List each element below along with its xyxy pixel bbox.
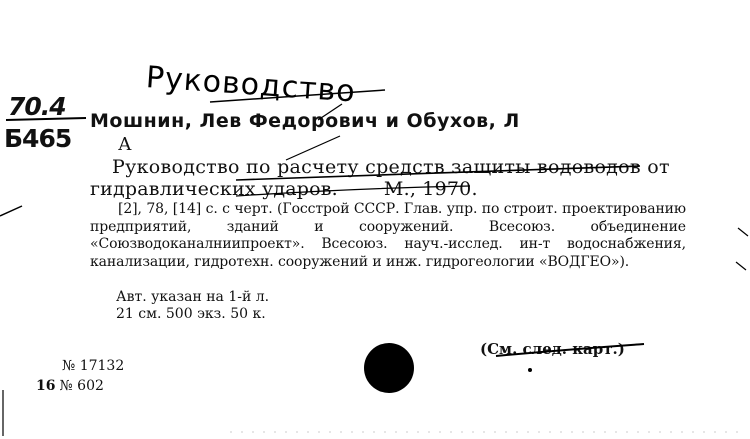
- title-line-1: Руководство по расчету средств защиты водоводов от: [112, 156, 670, 178]
- ink-dot: [528, 368, 532, 372]
- punch-hole: [364, 343, 414, 393]
- shelf-mark-class: 70.4: [8, 92, 66, 121]
- see-next-card-note: (См. след. карт.): [480, 340, 625, 358]
- registration-value: № 602: [59, 378, 104, 394]
- margin-tick-left: [0, 206, 22, 216]
- registration-number: [36, 378, 104, 394]
- author-heading: Мошнин, Лев Федорович и Обухов, Л: [90, 110, 520, 132]
- registration-prefix: 16: [36, 378, 56, 394]
- handwritten-title: Руководство: [144, 60, 357, 110]
- margin-tick-right-1: [738, 228, 748, 236]
- publication-info: М., 1970.: [383, 178, 478, 200]
- title-continuation: гидравлических ударов.: [90, 178, 338, 200]
- card-number: № 17132: [62, 358, 125, 374]
- author-initial: А: [118, 134, 132, 155]
- margin-tick-right-2: [736, 262, 746, 270]
- title-line-2: [90, 178, 478, 200]
- physical-details: 21 см. 500 экз. 50 к.: [116, 306, 266, 322]
- shelf-mark-author-code: Б465: [4, 124, 72, 153]
- author-note: Авт. указан на 1-й л.: [116, 289, 270, 305]
- bibliographic-description: [2], 78, [14] с. с черт. (Госстрой СССР. Глав. упр. по строит. проектированию предприятий, зданий и сооружений. Всесоюз. объединение «Союзводоканалниипроект». Всесоюз. науч.-исслед. ин-т водоснабжения, канализации, гидротехн. сооружений и инж. гидрогеологии «ВОДГЕО»).: [90, 201, 686, 270]
